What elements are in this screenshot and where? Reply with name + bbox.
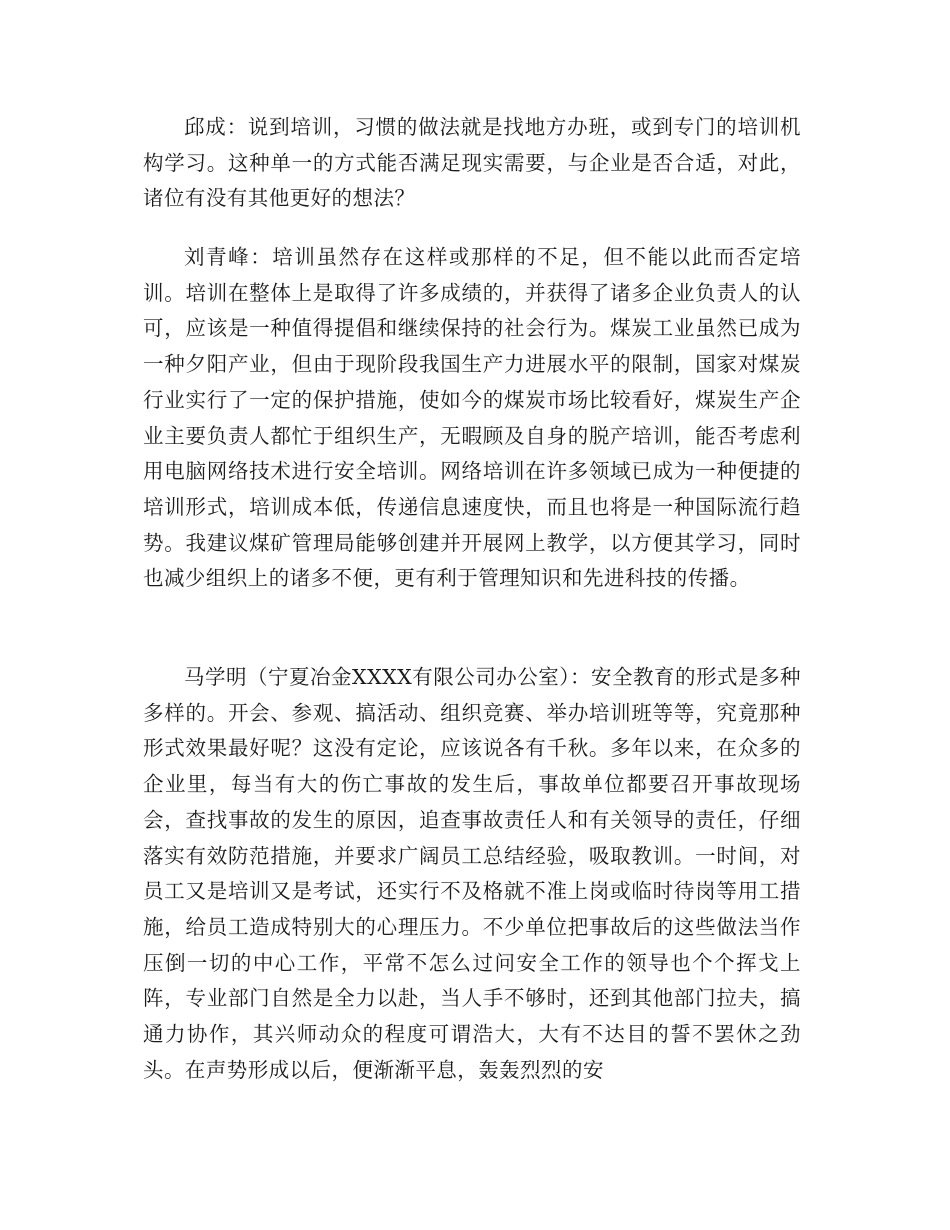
paragraph-liu-qingfeng: 刘青峰：培训虽然存在这样或那样的不足，但不能以此而否定培训。培训在整体上是取得了许多成绩的，并获得了诸多企业负责人的认可，应该是一种值得提倡和继续保持的社会行为。煤炭工业虽然已成为一种夕阳产业，但由于现阶段我国生产力进展水平的限制，国家对煤炭行业实行了一定的保护措施，使如今的煤炭市场比较看好，煤炭生产企业主要负责人都忙于组织生产，无暇顾及自身的脱产培训，能否考虑利用电脑网络技术进行安全培训。网络培训在许多领域已成为一种便捷的培训形式，培训成本低，传递信息速度快，而且也将是一种国际流行趋势。我建议煤矿管理局能够创建并开展网上教学，以方便其学习，同时也减少组织上的诸多不便，更有利于管理知识和先进科技的传播。 (143, 245, 801, 591)
paragraph-qiu-cheng: 邱成：说到培训，习惯的做法就是找地方办班，或到专门的培训机构学习。这种单一的方式能否满足现实需要，与企业是否合适，对此，诸位有没有其他更好的想法？ (143, 115, 801, 211)
paragraph-ma-xueming: 马学明（宁夏冶金XXXX有限公司办公室）：安全教育的形式是多种多样的。开会、参观、搞活动、组织竞赛、举办培训班等等，究竟那种形式效果最好呢？这没有定论，应该说各有千秋。多年以来，在众多的企业里，每当有大的伤亡事故的发生后，事故单位都要召开事故现场会，查找事故的发生的原因，追查事故责任人和有关领导的责任，仔细落实有效防范措施，并要求广阔员工总结经验，吸取教训。一时间，对员工又是培训又是考试，还实行不及格就不准上岗或临时待岗等用工措施，给员工造成特别大的心理压力。不少单位把事故后的这些做法当作压倒一切的中心工作，平常不怎么过问安全工作的领导也个个挥戈上阵，专业部门自然是全力以赴，当人手不够时，还到其他部门拉夫，搞通力协作，其兴师动众的程度可谓浩大，大有不达目的誓不罢休之劲头。在声势形成以后，便渐渐平息，轰轰烈烈的安 (143, 665, 801, 1082)
